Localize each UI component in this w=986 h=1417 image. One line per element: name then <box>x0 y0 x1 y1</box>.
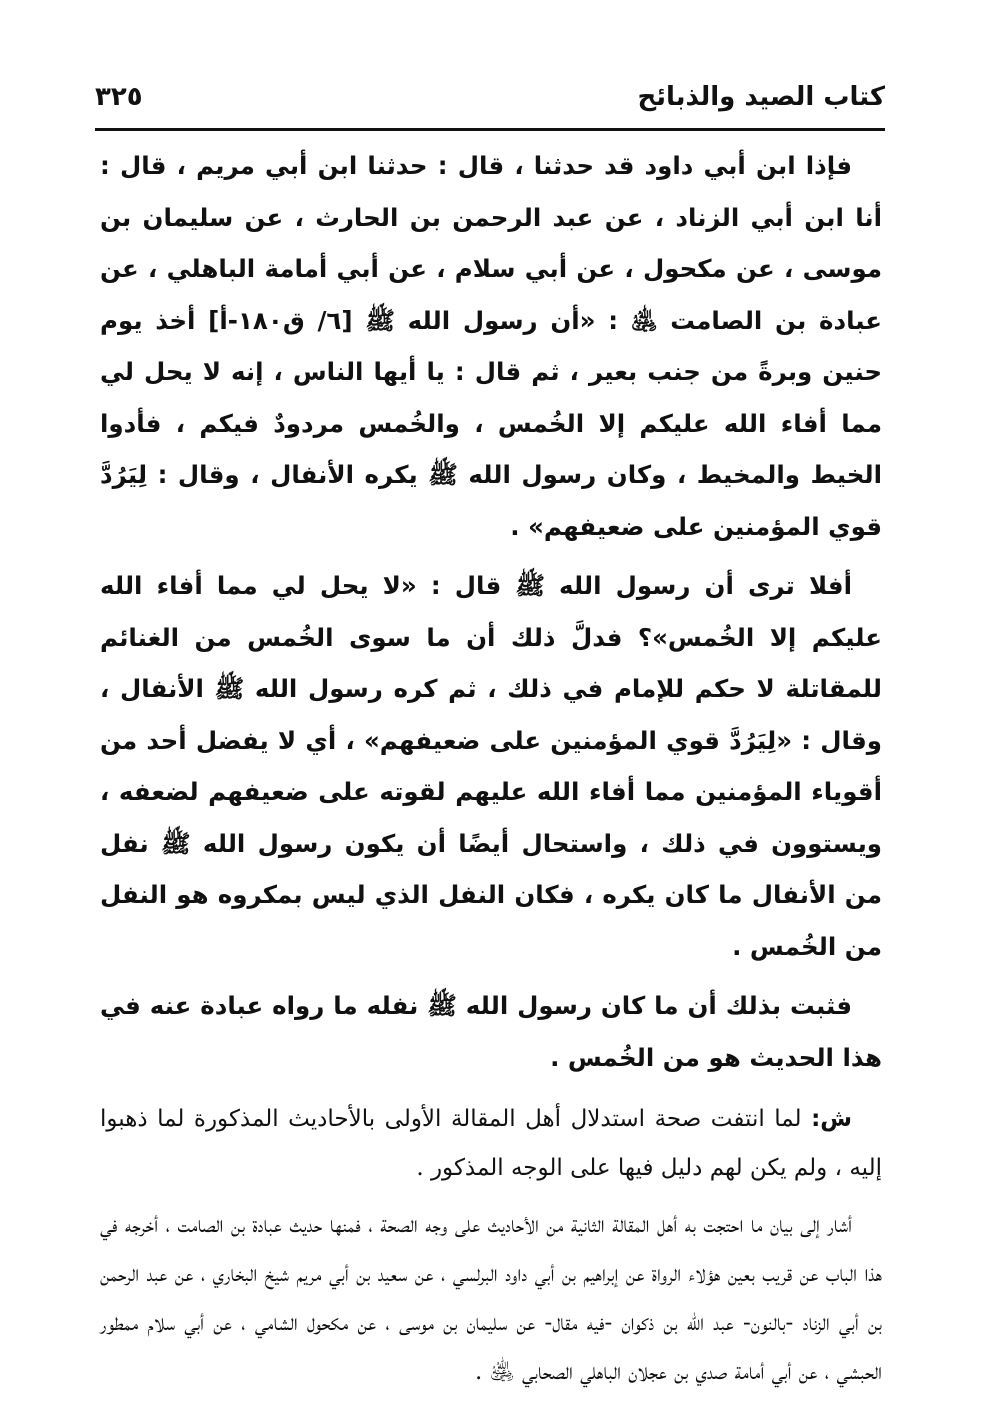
page-header <box>95 78 885 128</box>
running-title: كتاب الصيد والذبائح <box>637 82 885 112</box>
page-number: ٣٢٥ <box>95 82 143 112</box>
commentary-paragraph-1: أفلا ترى أن رسول الله ﷺ قال : «لا يحل لي مما أفاء الله عليكم إلا الخُمس»؟ فدلَّ ذلك أن ما سوى الخُمس من الغنائم للمقاتلة لا حكم للإمام في ذلك ، ثم كره رسول الله ﷺ الأنفال ، وقال : «لِيَرُدَّ قوي المؤمنين على ضعيفهم» ، أي لا يفضل أحد من أقوياء المؤمنين مما أفاء الله عليهم لقوته على ضعيفهم لضعفه ، ويستوون في ذلك ، واستحال أيضًا أن يكون رسول الله ﷺ نفل من الأنفال ما كان يكره ، فكان النفل الذي ليس بمكروه هو النفل من الخُمس . <box>100 571 882 961</box>
header-divider <box>95 128 885 131</box>
explanation-paragraph-2: أشار إلى بيان ما احتجت به أهل المقالة الثانية من الأحاديث على وجه الصحة ، فمنها حديث عبادة بن الصامت ، أخرجه في هذا الباب عن قريب بعين هؤلاء الرواة عن إبراهيم بن أبي داود البرلسي ، عن سعيد بن أبي مريم شيخ البخاري ، عن عبد الرحمن بن أبي الزناد -بالنون- عبد الله بن ذكوان -فيه مقال- عن سليمان بن موسى ، عن مكحول الشامي ، عن أبي سلام ممطور الحبشي ، عن أبي أمامة صدي بن عجلان الباهلي الصحابي ﵁ . <box>100 1212 882 1385</box>
body-text <box>100 140 882 1397</box>
quoted-hadith-paragraph: فإذا ابن أبي داود قد حدثنا ، قال : حدثنا ابن أبي مريم ، قال : أنا ابن أبي الزناد ، عن عبد الرحمن بن الحارث ، عن سليمان بن موسى ، عن مكحول ، عن أبي سلام ، عن أبي أمامة الباهلي ، عن عبادة بن الصامت ﵁ : «أن رسول الله ﷺ [٦/ ق١٨٠-أ] أخذ يوم حنين وبرةً من جنب بعير ، ثم قال : يا أيها الناس ، إنه لا يحل لي مما أفاء الله عليكم إلا الخُمس ، والخُمس مردودٌ فيكم ، فأدوا الخيط والمخيط ، وكان رسول الله ﷺ يكره الأنفال ، وقال : لِيَرُدَّ قوي المؤمنين على ضعيفهم» . <box>100 151 883 541</box>
explanation-text: لما انتفت صحة استدلال أهل المقالة الأولى بالأحاديث المذكورة لما ذهبوا إليه ، ولم يكن لهم دليل فيها على الوجه المذكور . <box>100 1106 882 1181</box>
explanation-marker: ش: <box>811 1106 853 1132</box>
explanation-paragraph-1 <box>100 1095 882 1193</box>
commentary-paragraph-2: فثبت بذلك أن ما كان رسول الله ﷺ نفله ما رواه عبادة عنه في هذا الحديث هو من الخُمس . <box>100 991 882 1072</box>
